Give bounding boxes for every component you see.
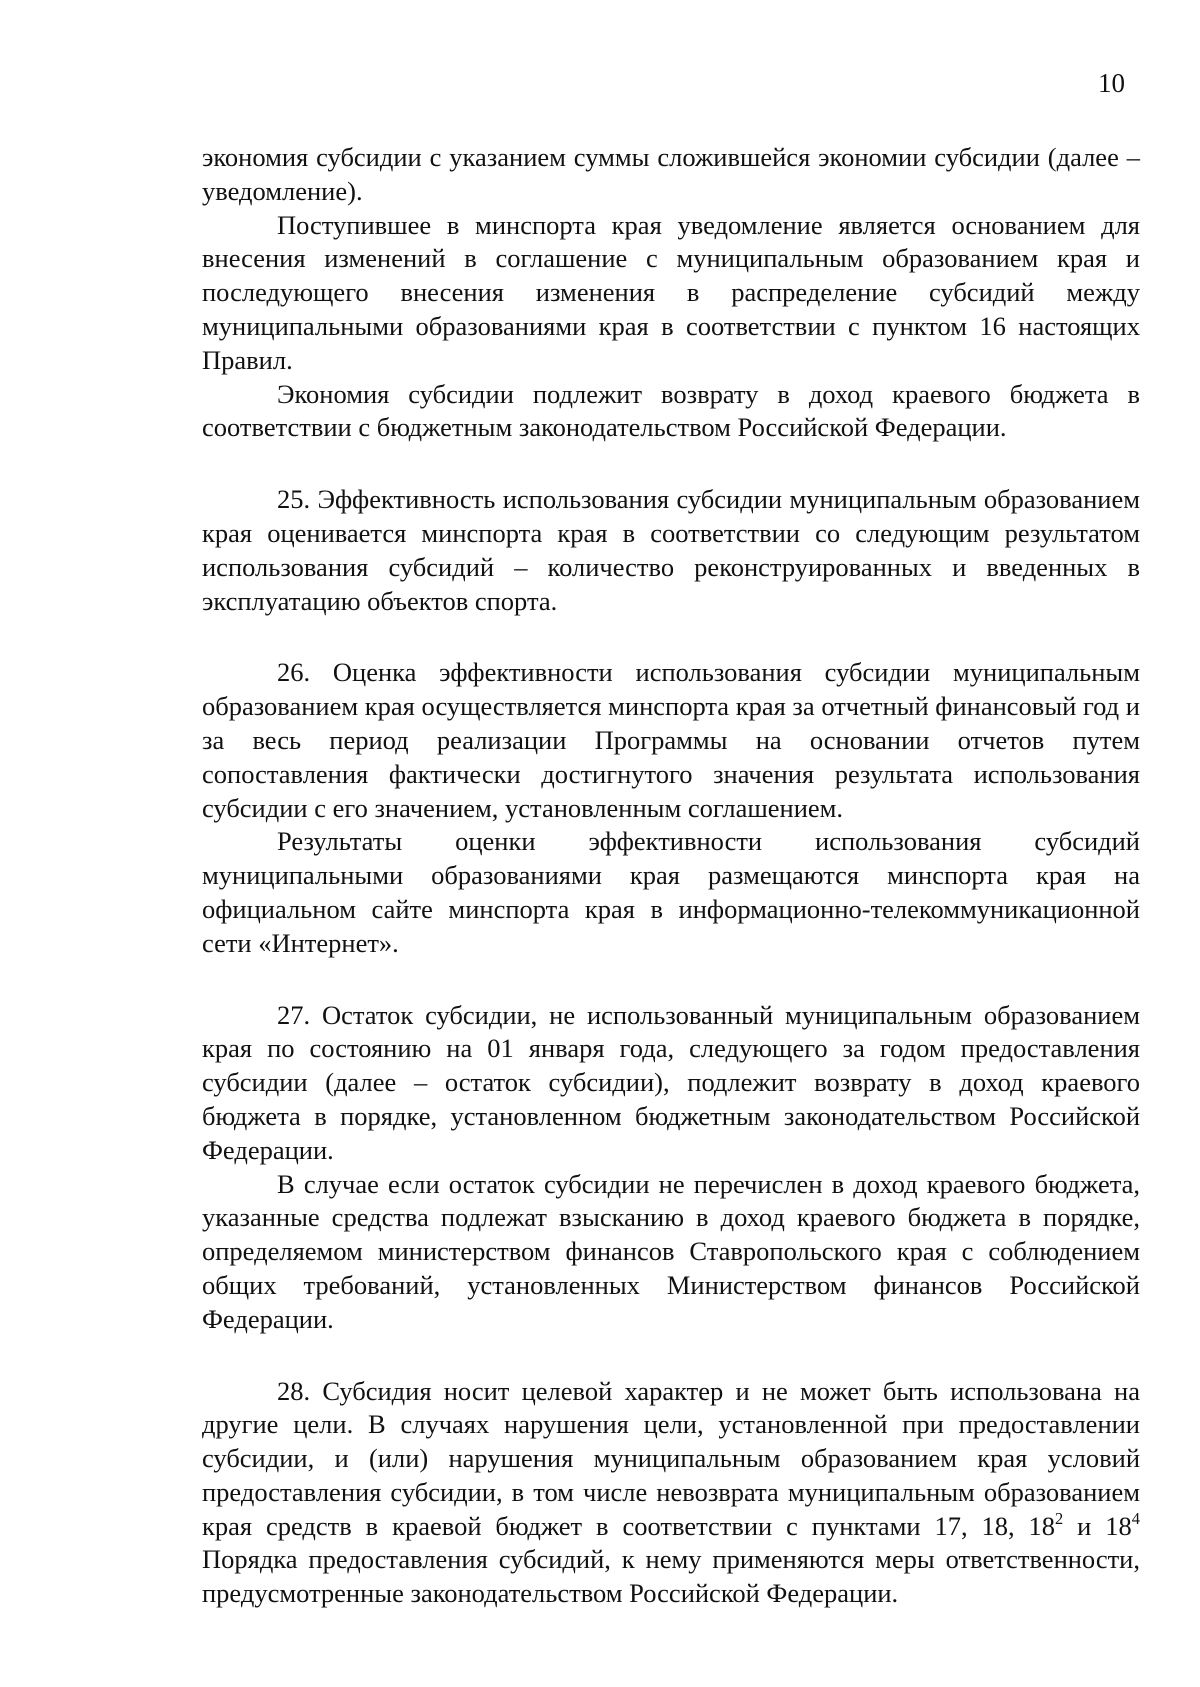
paragraph-item-25: 25. Эффективность использования субсидии муниципальным образованием края оценивается минспорта края в соответствии со следующим результатом использования субсидий – количество реконструированных и введенных в эксплуатацию объектов спорта. — [202, 484, 1140, 616]
item-28-text-part1: 28. Субсидия носит целевой характер и не может быть использована на другие цели. В случаях нарушения цели, установленной при предоставлении субсидии, и (или) нарушения муниципальным образованием края условий предоставления субсидии, в том числе невозврата муниципальным образованием края средств в краевой бюджет в соответствии с пунктами 17, 18, 18 — [202, 1375, 1140, 1541]
paragraph-recovery: В случае если остаток субсидии не перечислен в доход краевого бюджета, указанные средства подлежат взысканию в доход краевого бюджета в порядке, определяемом министерством финансов Ставропольского края с соблюдением общих требований, установленных Министерством финансов Российской Федерации. — [202, 1168, 1140, 1334]
page-number: 10 — [1098, 68, 1125, 98]
paragraph-economy-return: Экономия субсидии подлежит возврату в доход краевого бюджета в соответствии с бюджетным законодательством Российской Федерации. — [202, 378, 1140, 443]
superscript-4: 4 — [1131, 1509, 1140, 1529]
paragraph-notice-basis: Поступившее в минспорта края уведомление является основанием для внесения изменений в соглашение с муниципальным образованием края и последующего внесения изменения в распределение субсидий между муниципальными образованиями края в соответствии с пунктом 16 настоящих Правил. — [202, 209, 1140, 375]
item-28-text-part3: Порядка предоставления субсидий, к нему применяются меры ответственности, предусмотренные законодательством Российской Федерации. — [202, 1544, 1140, 1609]
document-body — [202, 141, 1140, 1611]
paragraph-results-published: Результаты оценки эффективности использования субсидий муниципальными образованиями края размещаются минспорта края на официальном сайте минспорта края в информационно-телекоммуникационной сети «Интернет». — [202, 826, 1140, 958]
paragraph-economy-notice: экономия субсидии с указанием суммы сложившейся экономии субсидии (далее – уведомление). — [202, 142, 1140, 206]
paragraph-item-27: 27. Остаток субсидии, не использованный муниципальным образованием края по состоянию на 01 января года, следующего за годом предоставления субсидии (далее – остаток субсидии), подлежит возврату в доход краевого бюджета в порядке, установленном бюджетным законодательством Российской Федерации. — [202, 999, 1140, 1165]
paragraph-item-28 — [202, 1375, 1140, 1612]
paragraph-item-26: 26. Оценка эффективности использования субсидии муниципальным образованием края осуществляется минспорта края за отчетный финансовый год и за весь период реализации Программы на основании отчетов путем сопоставления фактически достигнутого значения результата использования субсидии с его значением, установленным соглашением. — [202, 657, 1140, 823]
superscript-2: 2 — [1055, 1509, 1064, 1529]
item-28-text-part2: и 18 — [1063, 1510, 1132, 1541]
